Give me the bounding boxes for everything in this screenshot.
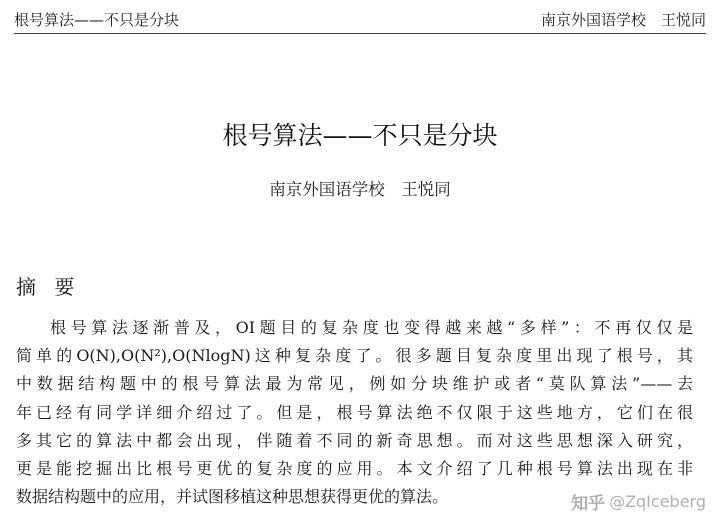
- author-line: 南京外国语学校 王悦同: [269, 180, 451, 199]
- abstract-line: 数据结构题中的应用，并试图移植这种思想获得更优的算法。: [16, 487, 449, 507]
- zhihu-watermark: [571, 489, 706, 514]
- abstract-line: 简单的O(N),O(N²),O(NlogN)这种复杂度了。很多题目复杂度里出现了根号，其: [16, 346, 693, 366]
- abstract-line: 更是能挖掘出比根号更优的复杂度的应用。本文介绍了几种根号算法出现在非: [16, 458, 693, 478]
- watermark-handle: @ZqIceberg: [609, 492, 706, 511]
- running-header-right: 南京外国语学校 王悦同: [540, 10, 706, 29]
- abstract-body: [16, 314, 693, 511]
- abstract-line: 根号算法逐渐普及，OI题目的复杂度也变得越来越“多样”：不再仅仅是: [50, 318, 693, 337]
- running-header: [14, 8, 706, 30]
- running-header-left: 根号算法——不只是分块: [14, 10, 180, 29]
- zhihu-logo: 知乎: [571, 494, 606, 514]
- header-rule: [14, 33, 706, 34]
- abstract-heading: 摘 要: [16, 275, 81, 299]
- document-title: 根号算法——不只是分块: [222, 121, 498, 150]
- abstract-line: 中数据结构题中的根号算法最为常见，例如分块维护或者“莫队算法”——去: [16, 374, 693, 394]
- abstract-line: 多其它的算法中都会出现，伴随着不同的新奇思想。而对这些思想深入研究，: [16, 430, 693, 450]
- abstract-line: 年已经有同学详细介绍过了。但是，根号算法绝不仅限于这些地方，它们在很: [16, 402, 693, 422]
